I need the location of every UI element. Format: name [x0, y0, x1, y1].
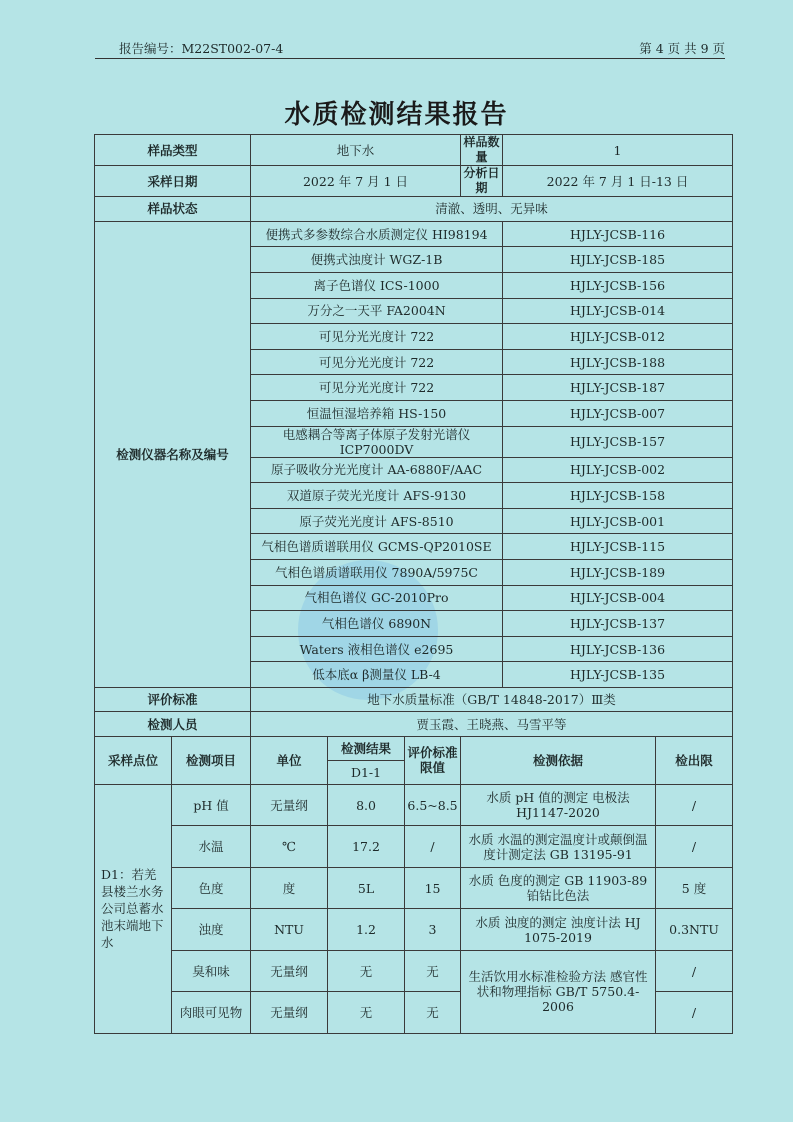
instrument-code: HJLY-JCSB-001	[503, 508, 733, 534]
header-unit: 单位	[251, 736, 328, 784]
instrument-name: 可见分光光度计 722	[251, 324, 503, 350]
result-basis: 水质 浊度的测定 浊度计法 HJ 1075-2019	[461, 909, 656, 951]
result-unit: 无量纲	[251, 784, 328, 826]
label-standard: 评价标准	[95, 687, 251, 712]
label-instruments: 检测仪器名称及编号	[95, 221, 251, 687]
label-personnel: 检测人员	[95, 712, 251, 737]
instrument-name: 低本底α β测量仪 LB-4	[251, 662, 503, 688]
instrument-code: HJLY-JCSB-156	[503, 272, 733, 298]
instrument-name: 气相色谱质谱联用仪 GCMS-QP2010SE	[251, 534, 503, 560]
result-limit: 3	[405, 909, 461, 951]
header-sample-id: D1-1	[328, 760, 405, 784]
instrument-code: HJLY-JCSB-137	[503, 611, 733, 637]
instrument-name: 可见分光光度计 722	[251, 375, 503, 401]
row-sample-type	[95, 135, 733, 166]
sample-point: D1：若羌县楼兰水务公司总蓄水池末端地下水	[95, 784, 172, 1033]
result-basis: 水质 水温的测定温度计或颠倒温度计测定法 GB 13195-91	[461, 826, 656, 868]
instrument-name: 便携式浊度计 WGZ-1B	[251, 247, 503, 273]
result-item: 水温	[172, 826, 251, 868]
result-detect-limit: /	[656, 950, 733, 992]
header-basis: 检测依据	[461, 736, 656, 784]
value-analysis-date: 2022 年 7 月 1 日-13 日	[503, 166, 733, 197]
result-detect-limit: 5 度	[656, 867, 733, 909]
result-detect-limit: /	[656, 784, 733, 826]
result-row	[95, 784, 733, 826]
instrument-name: 万分之一天平 FA2004N	[251, 298, 503, 324]
instrument-name: Waters 液相色谱仪 e2695	[251, 636, 503, 662]
value-sampling-date: 2022 年 7 月 1 日	[251, 166, 461, 197]
instrument-name: 双道原子荧光光度计 AFS-9130	[251, 483, 503, 509]
instrument-code: HJLY-JCSB-012	[503, 324, 733, 350]
instrument-name: 气相色谱仪 GC-2010Pro	[251, 585, 503, 611]
results-header-row	[95, 736, 733, 760]
label-sample-type: 样品类型	[95, 135, 251, 166]
value-sample-qty: 1	[503, 135, 733, 166]
instrument-code: HJLY-JCSB-002	[503, 457, 733, 483]
result-value: 17.2	[328, 826, 405, 868]
result-row	[95, 826, 733, 868]
result-value: 无	[328, 992, 405, 1034]
result-row	[95, 950, 733, 992]
result-unit: 无量纲	[251, 950, 328, 992]
value-standard: 地下水质量标准（GB/T 14848-2017）Ⅲ类	[251, 687, 733, 712]
instrument-name: 离子色谱仪 ICS-1000	[251, 272, 503, 298]
result-detect-limit: 0.3NTU	[656, 909, 733, 951]
instrument-code: HJLY-JCSB-189	[503, 559, 733, 585]
result-limit: 15	[405, 867, 461, 909]
row-sample-state	[95, 197, 733, 222]
instrument-name: 电感耦合等离子体原子发射光谱仪 ICP7000DV	[251, 426, 503, 457]
page-number: 第 4 页 共 9 页	[639, 41, 725, 56]
result-unit: 无量纲	[251, 992, 328, 1034]
result-limit: /	[405, 826, 461, 868]
row-dates	[95, 166, 733, 197]
result-value: 1.2	[328, 909, 405, 951]
label-analysis-date: 分析日期	[461, 166, 503, 197]
result-unit: NTU	[251, 909, 328, 951]
result-value: 5L	[328, 867, 405, 909]
instrument-name: 原子吸收分光光度计 AA-6880F/AAC	[251, 457, 503, 483]
report-table	[94, 134, 733, 1034]
page-header	[95, 36, 725, 59]
instrument-name: 气相色谱仪 6890N	[251, 611, 503, 637]
instrument-code: HJLY-JCSB-187	[503, 375, 733, 401]
instrument-code: HJLY-JCSB-188	[503, 349, 733, 375]
result-item: 浊度	[172, 909, 251, 951]
instrument-name: 便携式多参数综合水质测定仪 HI98194	[251, 221, 503, 247]
instrument-code: HJLY-JCSB-014	[503, 298, 733, 324]
label-sampling-date: 采样日期	[95, 166, 251, 197]
result-item: 臭和味	[172, 950, 251, 992]
result-detect-limit: /	[656, 992, 733, 1034]
result-basis: 水质 色度的测定 GB 11903-89 铂钴比色法	[461, 867, 656, 909]
result-limit: 无	[405, 950, 461, 992]
instrument-code: HJLY-JCSB-116	[503, 221, 733, 247]
instrument-code: HJLY-JCSB-007	[503, 400, 733, 426]
instrument-code: HJLY-JCSB-115	[503, 534, 733, 560]
result-item: 肉眼可见物	[172, 992, 251, 1034]
result-row	[95, 909, 733, 951]
row-standard	[95, 687, 733, 712]
header-limit: 评价标准限值	[405, 736, 461, 784]
page-title: 水质检测结果报告	[284, 100, 509, 130]
result-item: pH 值	[172, 784, 251, 826]
report-number: 报告编号：M22ST002-07-4	[119, 41, 284, 56]
result-row	[95, 867, 733, 909]
instrument-code: HJLY-JCSB-136	[503, 636, 733, 662]
row-personnel	[95, 712, 733, 737]
label-sample-state: 样品状态	[95, 197, 251, 222]
instrument-code: HJLY-JCSB-185	[503, 247, 733, 273]
instrument-code: HJLY-JCSB-135	[503, 662, 733, 688]
header-result: 检测结果	[328, 736, 405, 760]
header-item: 检测项目	[172, 736, 251, 784]
instrument-name: 可见分光光度计 722	[251, 349, 503, 375]
instrument-row	[95, 221, 733, 247]
value-sample-state: 清澈、透明、无异味	[251, 197, 733, 222]
result-limit: 6.5~8.5	[405, 784, 461, 826]
result-value: 8.0	[328, 784, 405, 826]
value-personnel: 贾玉霞、王晓燕、马雪平等	[251, 712, 733, 737]
result-unit: ℃	[251, 826, 328, 868]
result-unit: 度	[251, 867, 328, 909]
result-basis: 水质 pH 值的测定 电极法 HJ1147-2020	[461, 784, 656, 826]
result-basis: 生活饮用水标准检验方法 感官性状和物理指标 GB/T 5750.4-2006	[461, 950, 656, 1033]
instrument-name: 气相色谱质谱联用仪 7890A/5975C	[251, 559, 503, 585]
header-sample-point: 采样点位	[95, 736, 172, 784]
instrument-name: 原子荧光光度计 AFS-8510	[251, 508, 503, 534]
instrument-name: 恒温恒湿培养箱 HS-150	[251, 400, 503, 426]
instrument-code: HJLY-JCSB-004	[503, 585, 733, 611]
label-sample-qty: 样品数量	[461, 135, 503, 166]
result-item: 色度	[172, 867, 251, 909]
instrument-code: HJLY-JCSB-157	[503, 426, 733, 457]
result-value: 无	[328, 950, 405, 992]
header-detect-limit: 检出限	[656, 736, 733, 784]
value-sample-type: 地下水	[251, 135, 461, 166]
result-detect-limit: /	[656, 826, 733, 868]
result-limit: 无	[405, 992, 461, 1034]
instrument-code: HJLY-JCSB-158	[503, 483, 733, 509]
